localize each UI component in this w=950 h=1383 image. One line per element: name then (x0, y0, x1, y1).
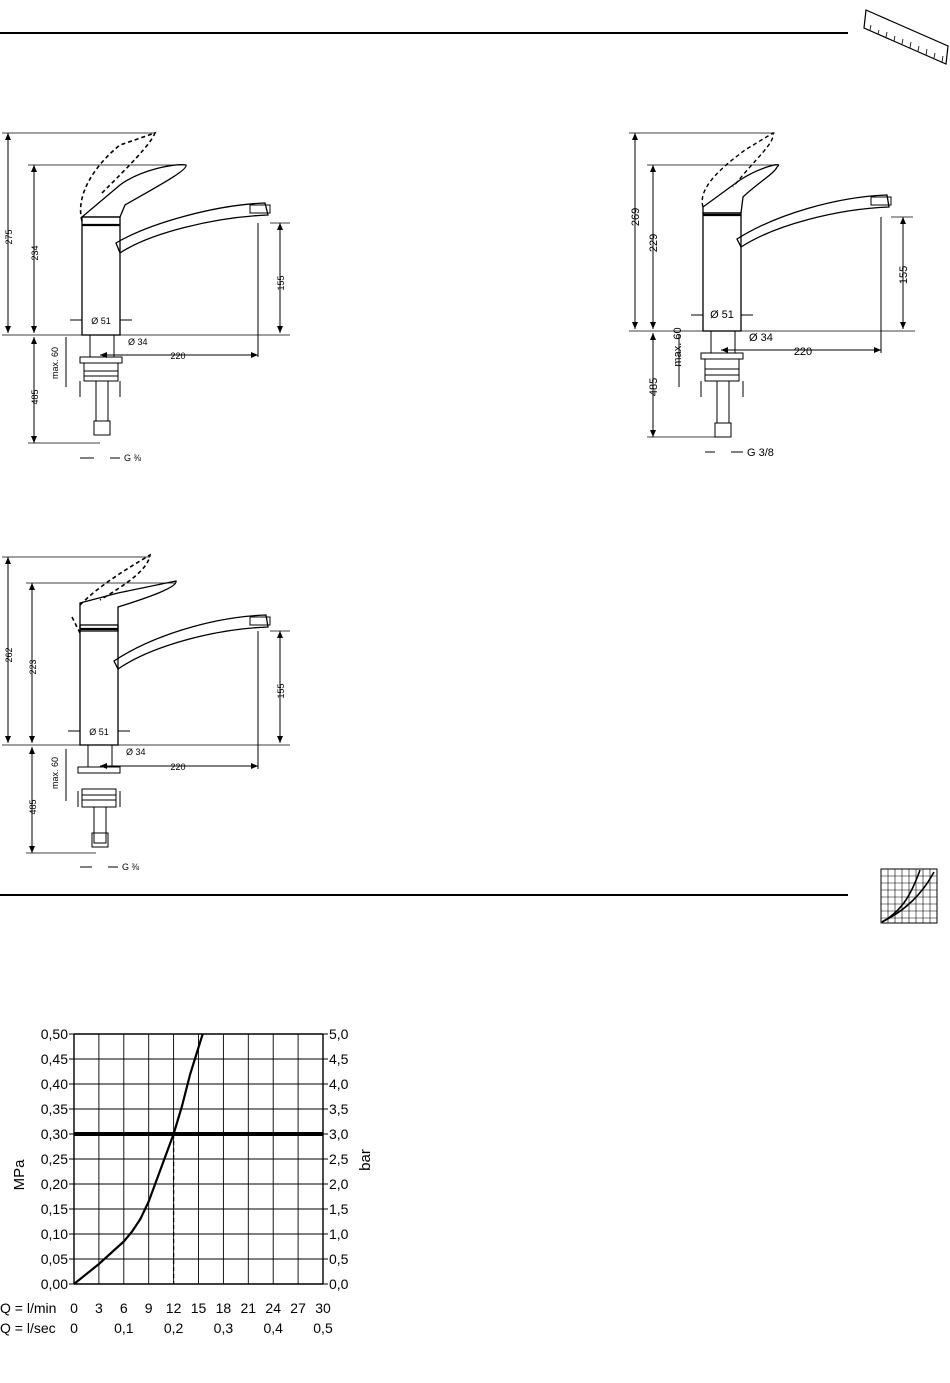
dim-lever-height: 234 (30, 245, 40, 261)
dim-hose-length: 485 (648, 377, 660, 397)
flow-chart (0, 1015, 374, 1345)
dim-total-height: 275 (4, 229, 14, 245)
x-tick-lps: 0,5 (313, 1320, 333, 1336)
x-tick-lps: 0,1 (114, 1320, 134, 1336)
dim-hole-dia: Ø 34 (126, 747, 146, 757)
x-axis-label-lps: Q = l/sec (0, 1320, 56, 1336)
y-tick-mpa: 0,40 (40, 1076, 68, 1092)
dim-hole-dia: Ø 34 (749, 332, 773, 344)
y-tick-mpa: 0,45 (40, 1051, 68, 1067)
dim-thread: G 3/8 (747, 447, 774, 459)
x-tick-lpm: 30 (315, 1300, 331, 1316)
dim-total-height: 269 (630, 207, 642, 227)
x-tick-lpm: 15 (190, 1300, 207, 1316)
y-tick-mpa: 0,35 (40, 1101, 68, 1117)
y-tick-bar: 1,0 (329, 1226, 349, 1242)
y-tick-bar: 0,0 (329, 1276, 349, 1292)
y-tick-mpa: 0,20 (40, 1176, 68, 1192)
x-tick-lpm: 6 (119, 1300, 128, 1316)
x-tick-lps: 0 (70, 1320, 78, 1336)
dim-hose-length: 485 (28, 799, 38, 815)
dim-spout-height: 155 (898, 265, 910, 285)
x-tick-lps: 0,3 (213, 1320, 234, 1336)
y-tick-bar: 5,0 (329, 1026, 349, 1042)
flow-graph-icon (880, 868, 938, 924)
dim-total-height: 262 (4, 647, 14, 663)
dim-spout-height: 155 (276, 683, 286, 699)
dim-lever-height: 223 (28, 659, 38, 675)
y-tick-bar: 2,0 (329, 1176, 349, 1192)
y-tick-bar: 4,5 (329, 1051, 349, 1067)
x-tick-lps: 0,4 (263, 1320, 283, 1336)
y-tick-bar: 4,0 (329, 1076, 349, 1092)
y-tick-bar: 3,5 (329, 1101, 349, 1117)
y-tick-mpa: 0,25 (40, 1151, 68, 1167)
y-tick-bar: 2,5 (329, 1151, 349, 1167)
dim-reach: 220 (793, 346, 813, 358)
dim-reach: 220 (170, 762, 186, 772)
dim-hose-length: 485 (30, 389, 40, 405)
dim-thread: G ⅜ (124, 453, 142, 463)
dim-lever-height: 229 (648, 233, 660, 253)
x-tick-lpm: 18 (215, 1300, 232, 1316)
y-tick-mpa: 0,05 (40, 1251, 68, 1267)
y-tick-mpa: 0,15 (40, 1201, 68, 1217)
x-tick-lpm: 27 (290, 1300, 306, 1316)
y-tick-mpa: 0,10 (40, 1226, 68, 1242)
y-tick-mpa: 0,30 (40, 1126, 68, 1142)
dim-thread: G ⅜ (122, 862, 140, 872)
header-rule (0, 32, 848, 34)
faucet-drawing-3 (0, 545, 300, 880)
dim-spout-height: 155 (276, 275, 286, 291)
dim-max-deck: max. 60 (672, 327, 684, 367)
x-tick-lpm: 24 (265, 1300, 281, 1316)
dim-max-deck: max. 60 (50, 756, 60, 790)
x-tick-lpm: 3 (95, 1300, 103, 1316)
faucet-drawing-1 (0, 125, 300, 475)
y-tick-bar: 0,5 (329, 1251, 349, 1267)
dim-body-dia: Ø 51 (91, 316, 111, 326)
faucet-drawing-2 (625, 125, 925, 475)
y-tick-bar: 3,0 (329, 1126, 349, 1142)
dim-body-dia: Ø 51 (89, 727, 109, 737)
y-axis-label-right: bar (357, 1149, 374, 1171)
dim-body-dia: Ø 51 (710, 309, 734, 321)
dim-max-deck: max. 60 (50, 346, 60, 380)
dim-hole-dia: Ø 34 (128, 337, 148, 347)
y-axis-label-left: MPa (11, 1159, 28, 1191)
x-tick-lpm: 0 (70, 1300, 78, 1316)
x-axis-label-lpm: Q = l/min (0, 1300, 57, 1316)
section-rule (0, 894, 848, 896)
x-tick-lpm: 12 (165, 1300, 182, 1316)
y-tick-bar: 1,5 (329, 1201, 349, 1217)
x-tick-lpm: 9 (144, 1300, 153, 1316)
dim-reach: 220 (170, 351, 186, 361)
y-tick-mpa: 0,50 (40, 1026, 68, 1042)
ruler-icon (860, 6, 950, 66)
y-tick-mpa: 0,00 (40, 1276, 68, 1292)
x-tick-lpm: 21 (240, 1300, 257, 1316)
x-tick-lps: 0,2 (163, 1320, 184, 1336)
